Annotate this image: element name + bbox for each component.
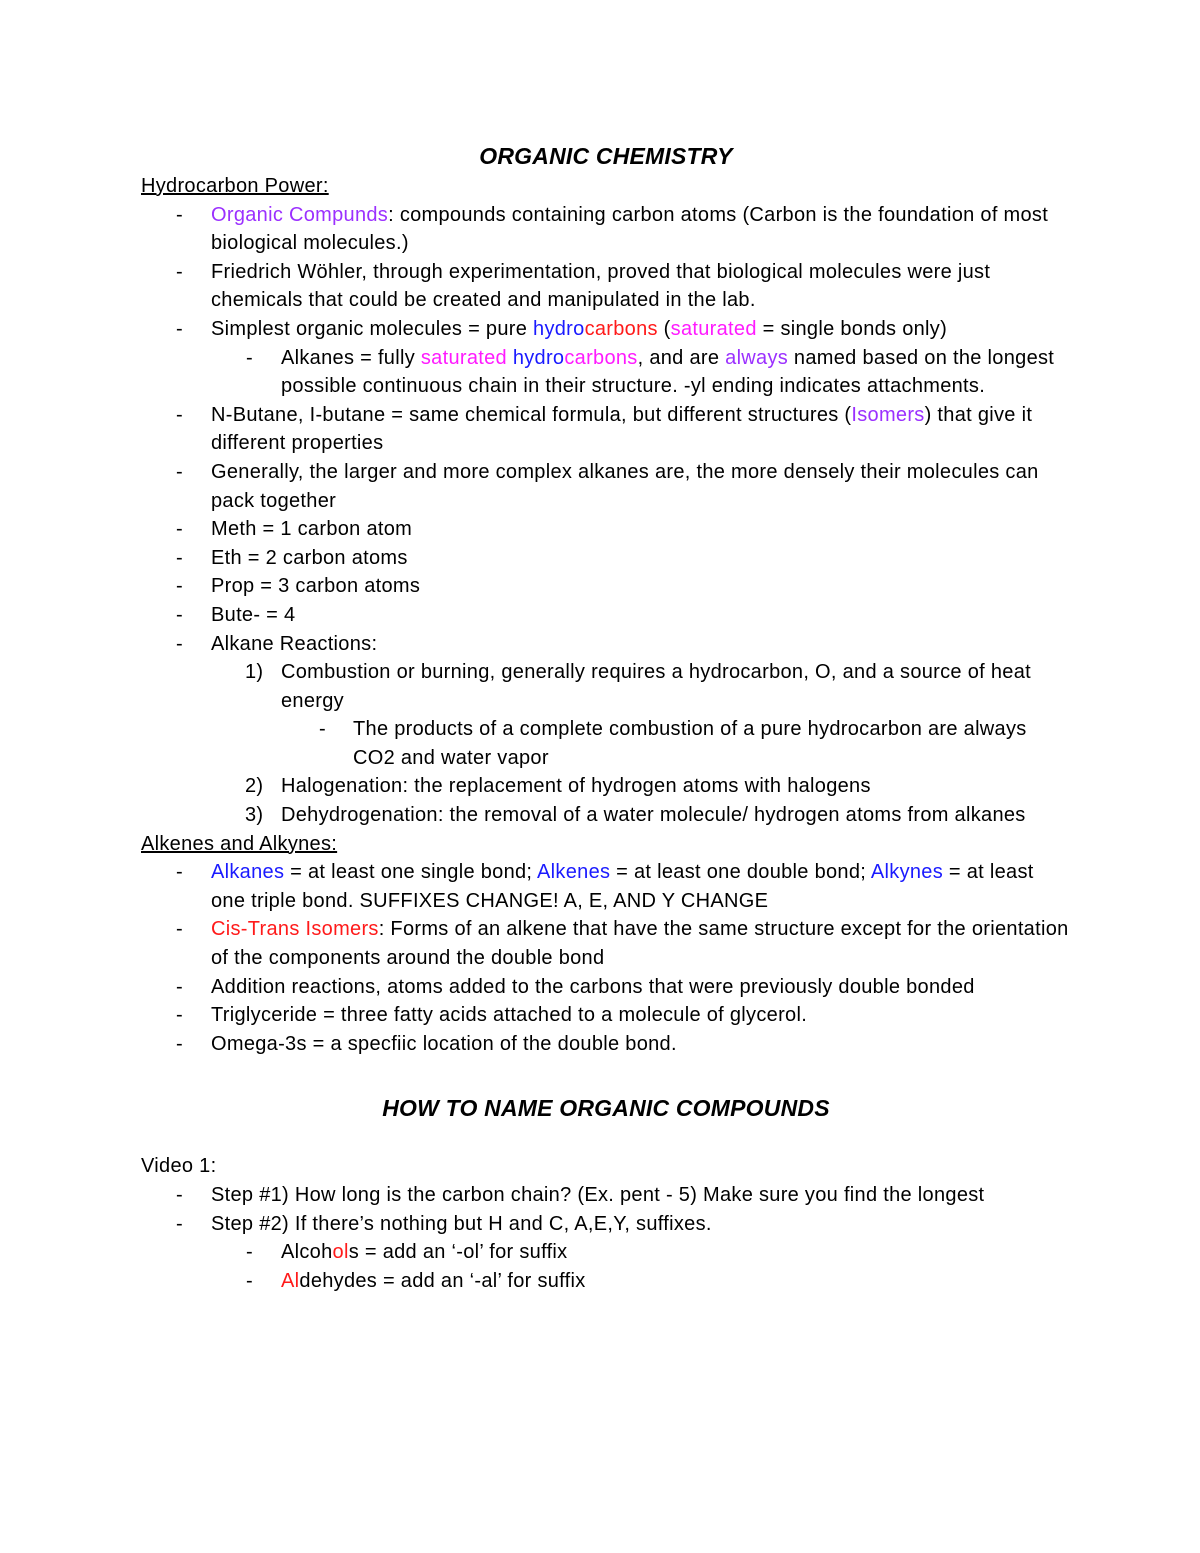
bullet-dash: - — [176, 460, 183, 483]
item-text: Triglyceride = three fatty acids attached to a molecule of glycerol. — [211, 1004, 808, 1027]
term-al: Al — [281, 1269, 300, 1292]
item-text: Dehydrogenation: the removal of a water molecule/ hydrogen atoms from alkanes — [281, 804, 1026, 827]
item-text: N-Butane, I-butane = same chemical formula, but different structures ( — [211, 403, 852, 426]
bullet-dash: - — [176, 546, 183, 569]
bullet-dash: - — [246, 1241, 253, 1264]
numbered-item — [141, 772, 1071, 801]
bullet-dash: - — [176, 632, 183, 655]
list-item — [141, 544, 1071, 573]
numbered-item — [141, 658, 1071, 715]
term-isomers: Isomers — [851, 403, 925, 426]
bullet-dash: - — [176, 975, 183, 998]
list-number: 1) — [245, 661, 264, 684]
section-title-naming: HOW TO NAME ORGANIC COMPOUNDS — [382, 1095, 830, 1122]
item-text: Simplest organic molecules = pure — [211, 317, 534, 340]
bullet-dash: - — [176, 203, 183, 226]
item-text: ) that give it different properties — [211, 403, 1033, 455]
item-text: : compounds containing carbon atoms (Carbon is the foundation of most biological molecules.) — [211, 203, 1049, 255]
section-heading-hydrocarbon: Hydrocarbon Power: — [141, 175, 329, 197]
item-text: Eth = 2 carbon atoms — [211, 546, 408, 569]
notes-content — [141, 140, 1071, 1295]
list-number: 3) — [245, 804, 264, 827]
item-text: Alkanes = fully — [281, 346, 421, 369]
term-hydro: hydro — [512, 346, 565, 369]
bullet-dash: - — [176, 603, 183, 626]
bullet-dash: - — [176, 1184, 183, 1206]
list-item — [141, 630, 1071, 659]
bullet-dash: - — [176, 575, 183, 598]
list-item — [141, 1001, 1071, 1030]
list-item — [141, 458, 1071, 515]
bullet-dash: - — [246, 1269, 253, 1292]
item-text: Bute- = 4 — [211, 603, 296, 626]
list-item — [141, 1181, 1071, 1210]
alkenes-list — [141, 858, 1071, 1058]
term-alkenes: Alkenes — [537, 861, 611, 884]
bullet-dash: - — [176, 317, 183, 340]
list-number: 2) — [245, 775, 264, 798]
item-text: Halogenation: the replacement of hydrogen atoms with halogens — [281, 775, 871, 798]
term-carbons: carbons — [564, 346, 638, 369]
item-text: named based on the longest possible continuous chain in their structure. -yl ending indicates attachments. — [281, 346, 1055, 398]
item-text: Omega-3s = a specfiic location of the double bond. — [211, 1032, 677, 1055]
bullet-dash: - — [176, 403, 183, 426]
list-item — [141, 515, 1071, 544]
item-text: Step #2) If there’s nothing but H and C, A,E,Y, suffixes. — [211, 1212, 712, 1235]
item-text: s = add an ‘-ol’ for suffix — [348, 1241, 568, 1264]
list-item — [141, 1210, 1071, 1239]
item-text: Alkane Reactions: — [211, 632, 378, 655]
item-text: Generally, the larger and more complex alkanes are, the more densely their molecules can pack together — [211, 460, 1039, 512]
list-item — [141, 258, 1071, 315]
item-text: Alcoh — [281, 1241, 333, 1264]
term-saturated: saturated — [670, 317, 757, 340]
bullet-dash: - — [176, 918, 183, 941]
item-text: The products of a complete combustion of a pure hydrocarbon are always CO2 and water vapor — [353, 718, 1027, 769]
item-text: : Forms of an alkene that have the same structure except for the orientation of the components around the double bond — [211, 918, 1069, 970]
item-text: Prop = 3 carbon atoms — [211, 575, 421, 598]
bullet-dash: - — [176, 1004, 183, 1027]
list-item — [141, 1030, 1071, 1059]
item-text: = at least one triple bond. SUFFIXES CHANGE! A, E, AND Y CHANGE — [211, 861, 1034, 912]
list-item — [141, 1238, 1071, 1267]
term-always: always — [725, 346, 789, 369]
list-item — [141, 572, 1071, 601]
item-text: = at least one double bond; — [610, 861, 871, 884]
list-item — [141, 201, 1071, 258]
item-text: Meth = 1 carbon atom — [211, 518, 413, 541]
term-ol: ol — [332, 1241, 349, 1264]
term-saturated: saturated — [420, 346, 507, 369]
item-text: = single bonds only) — [756, 317, 948, 340]
list-item — [141, 973, 1071, 1002]
term-cis-trans-isomers: Cis-Trans Isomers — [211, 918, 379, 941]
page-title: ORGANIC CHEMISTRY — [479, 143, 733, 169]
bullet-dash: - — [246, 346, 253, 369]
item-text: Addition reactions, atoms added to the carbons that were previously double bonded — [211, 975, 975, 998]
item-text: ( — [657, 317, 671, 340]
item-text: = at least one single bond; — [284, 861, 538, 884]
item-text: Combustion or burning, generally requires a hydrocarbon, O, and a source of heat energy — [281, 661, 1031, 712]
list-item — [141, 601, 1071, 630]
item-text: Friedrich Wöhler, through experimentation, proved that biological molecules were just chemicals that could be created and manipulated in the lab. — [211, 260, 991, 312]
list-item — [141, 1267, 1071, 1296]
hydrocarbon-list — [141, 201, 1071, 830]
term-hydro: hydro — [533, 317, 585, 340]
term-carbons: carbons — [584, 317, 658, 340]
naming-steps-list — [141, 1181, 1071, 1295]
item-text: dehydes = add an ‘-al’ for suffix — [299, 1269, 586, 1292]
section-heading-alkenes: Alkenes and Alkynes: — [141, 832, 338, 855]
list-item — [141, 401, 1071, 458]
bullet-dash: - — [176, 1212, 183, 1235]
bullet-dash: - — [176, 260, 183, 283]
list-item — [141, 344, 1071, 401]
numbered-item — [141, 801, 1071, 830]
term-alkanes: Alkanes — [211, 861, 285, 884]
term-organic-compounds: Organic Compunds — [211, 203, 389, 226]
bullet-dash: - — [319, 718, 326, 741]
item-text: Step #1) How long is the carbon chain? (Ex. pent - 5) Make sure you find the longest — [211, 1184, 985, 1206]
list-item — [141, 715, 1071, 772]
bullet-dash: - — [176, 861, 183, 884]
blank-line — [141, 1124, 1071, 1152]
list-item — [141, 858, 1071, 915]
list-item — [141, 315, 1071, 344]
bullet-dash: - — [176, 1032, 183, 1055]
term-alkynes: Alkynes — [870, 861, 944, 884]
video-label: Video 1: — [141, 1155, 217, 1178]
list-item — [141, 915, 1071, 972]
item-text: , and are — [637, 346, 726, 369]
bullet-dash: - — [176, 518, 183, 541]
